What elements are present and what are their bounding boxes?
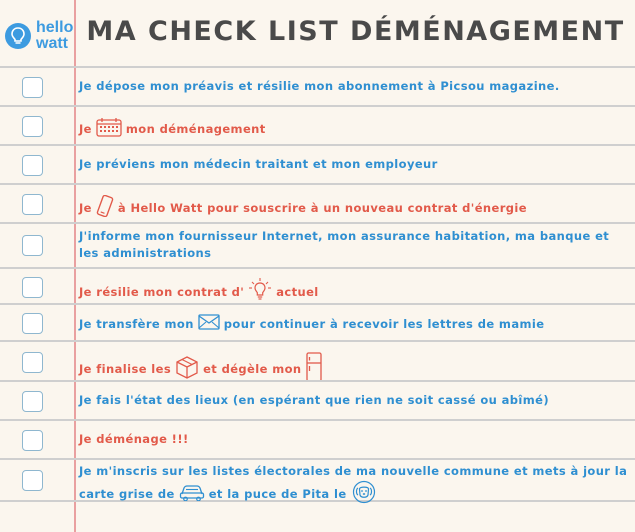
item-text [79, 392, 629, 409]
item-text [79, 463, 629, 509]
item-text-part: J'informe mon fournisseur Internet, mon assurance habitation, ma banque et les administrations [79, 229, 610, 260]
lightbulb-logo-icon [5, 23, 31, 49]
checkbox[interactable] [22, 235, 43, 256]
list-item [0, 419, 635, 458]
checkbox[interactable] [22, 352, 43, 373]
car-icon [179, 483, 205, 506]
dog-icon [351, 480, 377, 509]
item-text [79, 117, 629, 142]
logo-line-1: hello [36, 19, 74, 36]
item-text-part: Je déménage !!! [79, 432, 189, 446]
item-text-part: Je résilie mon contrat d' [79, 285, 245, 299]
checkbox[interactable] [22, 313, 43, 334]
list-item [0, 105, 635, 144]
item-text [79, 313, 629, 336]
item-text-part: Je préviens mon médecin traitant et mon employeur [79, 157, 438, 171]
checkbox[interactable] [22, 194, 43, 215]
list-item [0, 144, 635, 183]
phone-icon [96, 195, 114, 222]
item-text [79, 156, 629, 173]
item-text-part: Je m'inscris sur les listes électorales de ma nouvelle commune et mets à jour la carte grise de [79, 464, 628, 501]
item-text-part: actuel [276, 285, 319, 299]
checkbox[interactable] [22, 277, 43, 298]
calendar-icon [96, 117, 122, 142]
item-text-part: Je [79, 201, 92, 215]
checkbox[interactable] [22, 155, 43, 176]
checkbox[interactable] [22, 430, 43, 451]
item-text-part: pour continuer à recevoir les lettres de mamie [223, 317, 545, 331]
checkbox[interactable] [22, 116, 43, 137]
logo-wordmark [36, 20, 73, 52]
item-text [79, 228, 629, 262]
item-text [79, 195, 629, 222]
list-item [0, 380, 635, 419]
item-text-part: Je transfère mon [79, 317, 194, 331]
list-item [0, 267, 635, 303]
checkbox[interactable] [22, 391, 43, 412]
page-title: MA CHECK LIST DÉMÉNAGEMENT [86, 16, 625, 47]
item-text-part: Je dépose mon préavis et résilie mon abonnement à Picsou magazine. [79, 79, 560, 93]
item-text-part: Je finalise les [79, 362, 172, 376]
checkbox[interactable] [22, 470, 43, 491]
item-text [79, 431, 629, 448]
item-text-part: mon déménagement [125, 122, 266, 136]
list-item [0, 66, 635, 105]
item-text-part: Je fais l'état des lieux (en espérant que rien ne soit cassé ou abîmé) [79, 393, 550, 407]
logo-line-2: watt [36, 35, 68, 52]
item-text-part: à Hello Watt pour souscrire à un nouveau contrat d'énergie [117, 201, 527, 215]
hello-watt-logo [5, 20, 75, 56]
list-item [0, 183, 635, 222]
item-text-part: et dégèle mon [203, 362, 302, 376]
checkbox[interactable] [22, 77, 43, 98]
list-item [0, 458, 635, 502]
list-item [0, 340, 635, 380]
item-text [79, 78, 629, 95]
item-text-part: et la puce de Pita le [208, 487, 347, 501]
list-item [0, 303, 635, 340]
item-text-part: Je [79, 122, 92, 136]
list-item [0, 222, 635, 267]
envelope-icon [198, 313, 220, 336]
